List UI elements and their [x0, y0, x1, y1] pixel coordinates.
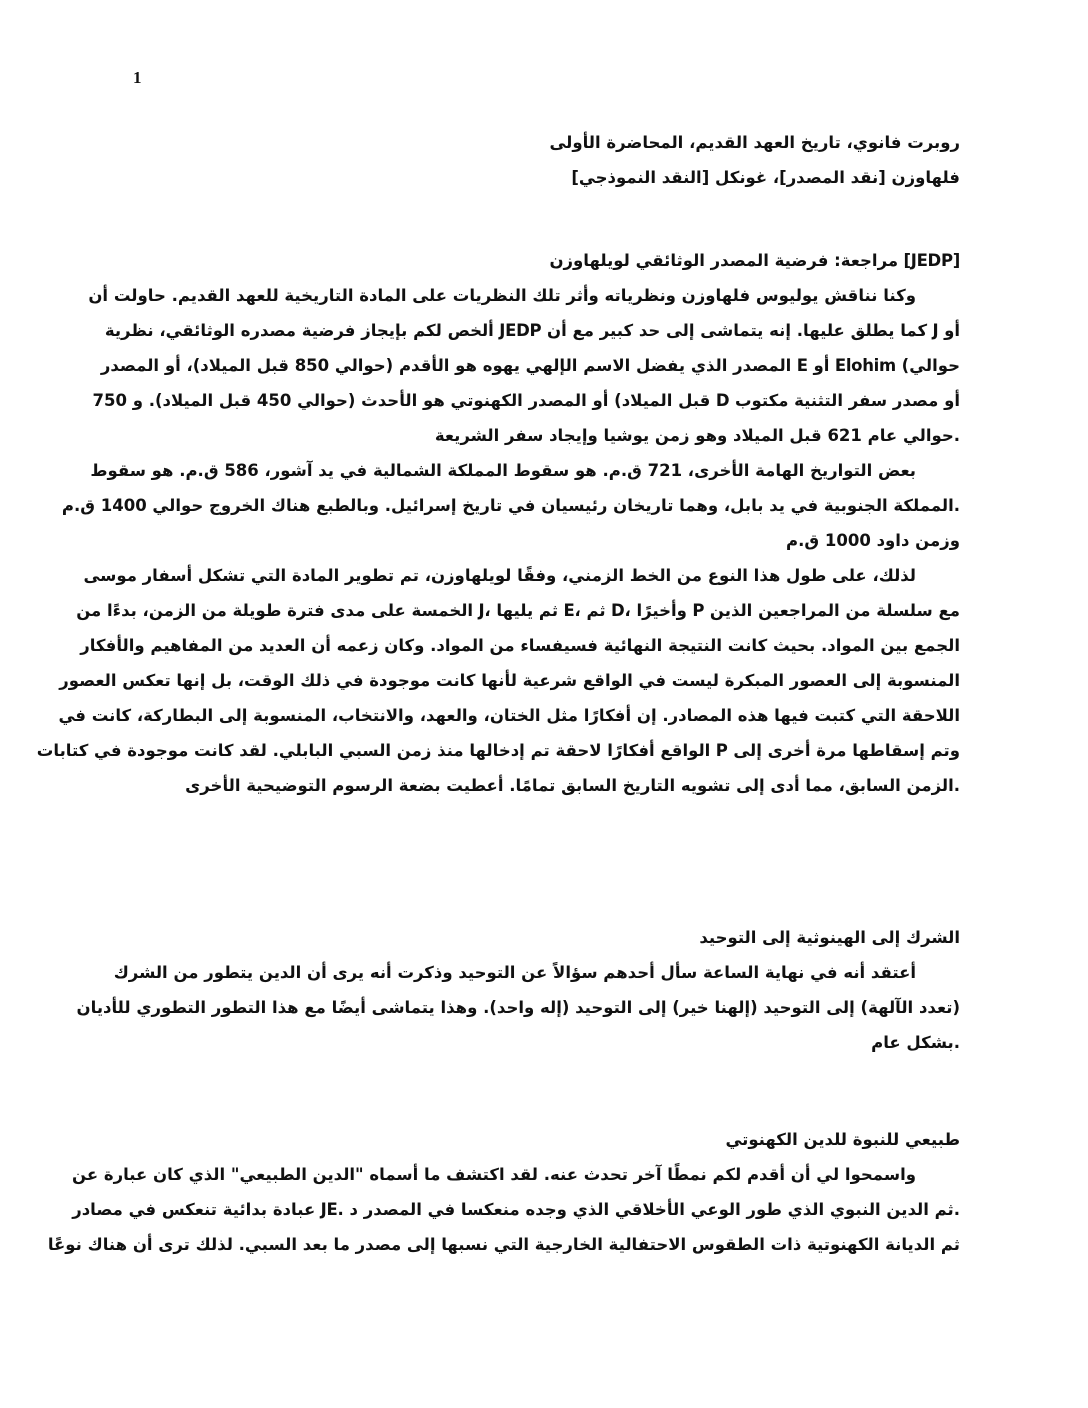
section-natural-religion	[47, 1122, 960, 1262]
subtitle-line: فلهاوزن [نقد المصدر]، غونكل [النقد النموذجي]	[571, 168, 960, 187]
text-line: وكنا نناقش يوليوس فلهاوزن ونظرياته وأثر تلك النظريات على المادة التاريخية للعهد القديم. حاولت أن	[88, 286, 916, 305]
section-heading: طبيعي للنبوة للدين الكهنوتي	[725, 1130, 960, 1149]
text-line: المنسوبة إلى العصور المبكرة ليست في الواقع شرعية لأنها كانت موجودة في ذلك الوقت، بل إنها تعكس العصور	[59, 671, 960, 690]
text-line: أعتقد أنه في نهاية الساعة سأل أحدهم سؤالاً عن التوحيد وذكرت أنه يرى أن الدين يتطور من الشرك	[113, 963, 916, 982]
section-monotheism	[76, 920, 960, 1060]
text-line: ثم الديانة الكهنوتية ذات الطقوس الاحتفالية الخارجية التي نسبها إلى مصدر ما بعد السبي. لذلك ترى أن هناك نوعًا	[47, 1235, 960, 1254]
text-line: .بشكل عام	[871, 1033, 960, 1052]
text-line: لذلك، على طول هذا النوع من الخط الزمني، وفقًا لويلهاوزن، تم تطوير المادة التي تشكل أسفار موسى	[83, 566, 916, 585]
text-line: أو J كما يطلق عليها. إنه يتماشى إلى حد كبير مع أن JEDP ألخص لكم بإيجاز فرضية مصدره الوثائقي، نظرية	[104, 321, 960, 340]
text-line: (تعدد الآلهة) إلى التوحيد (إلهنا خير) إلى التوحيد (إله واحد). وهذا يتماشى أيضًا مع هذا التطور التطوري للأديان	[76, 998, 960, 1017]
text-line: الجمع بين المواد. بحيث كانت النتيجة النهائية فسيفساء من المواد. وكان زعمه أن العديد من المفاهيم والأفكار	[80, 636, 960, 655]
text-line: واسمحوا لي أن أقدم لكم نمطًا آخر تحدث عنه. لقد اكتشف ما أسماه "الدين الطبيعي" الذي كان عبارة عن	[71, 1165, 916, 1184]
text-line: أو مصدر سفر التثنية مكتوب D قبل الميلاد) أو المصدر الكهنوتي هو الأحدث (حوالي 450 قبل الميلاد). و 750	[92, 391, 960, 410]
document-title	[133, 125, 960, 195]
text-line: بعض التواريخ الهامة الأخرى، 721 ق.م. هو سقوط المملكة الشمالية في يد آشور، 586 ق.م. هو سقوط	[90, 461, 916, 480]
text-line: حوالي) Elohim أو E المصدر الذي يفضل الاسم الإلهي يهوه هو الأقدم (حوالي 850 قبل الميلاد)، أو المصدر	[100, 356, 960, 375]
text-line: .المملكة الجنوبية في يد بابل، وهما تاريخان رئيسيان في تاريخ إسرائيل. وبالطبع هناك الخروج حوالي 1400 ق.م	[61, 496, 960, 515]
text-line: .الزمن السابق، مما أدى إلى تشويه التاريخ السابق تمامًا. أعطيت بضعة الرسوم التوضيحية الأخرى	[185, 776, 960, 795]
section-heading: الشرك إلى الهينوثية إلى التوحيد	[699, 928, 960, 947]
text-line: وتم إسقاطها مرة أخرى إلى P الواقع أفكارًا لاحقة تم إدخالها منذ زمن السبي البابلي. لقد كانت موجودة في كتابات	[36, 741, 960, 760]
text-line: مع سلسلة من المراجعين الذين P وأخيرًا ،D ثم ،E ثم يليها ،J الخمسة على مدى فترة طويلة من الزمن، بدءًا من	[76, 601, 960, 620]
page-number: 1	[133, 68, 142, 87]
text-line: .حوالي عام 621 قبل الميلاد وهو زمن يوشيا وإيجاد سفر الشريعة	[434, 426, 960, 445]
section-jedp	[36, 243, 960, 803]
text-line: اللاحقة التي كتبت فيها هذه المصادر. إن أفكارًا مثل الختان، والعهد، والانتخاب، المنسوبة إلى البطاركة، كانت في	[58, 706, 960, 725]
text-line: .ثم الدين النبوي الذي طور الوعي الأخلاقي الذي وجده منعكسا في المصدر د .JE عبادة بدائية تنعكس في مصادر	[72, 1200, 960, 1219]
text-line: وزمن داود 1000 ق.م	[786, 531, 960, 550]
section-heading: [JEDP] مراجعة: فرضية المصدر الوثائقي لويلهاوزن	[549, 251, 960, 270]
title-line: روبرت فانوي، تاريخ العهد القديم، المحاضرة الأولى	[549, 133, 960, 152]
